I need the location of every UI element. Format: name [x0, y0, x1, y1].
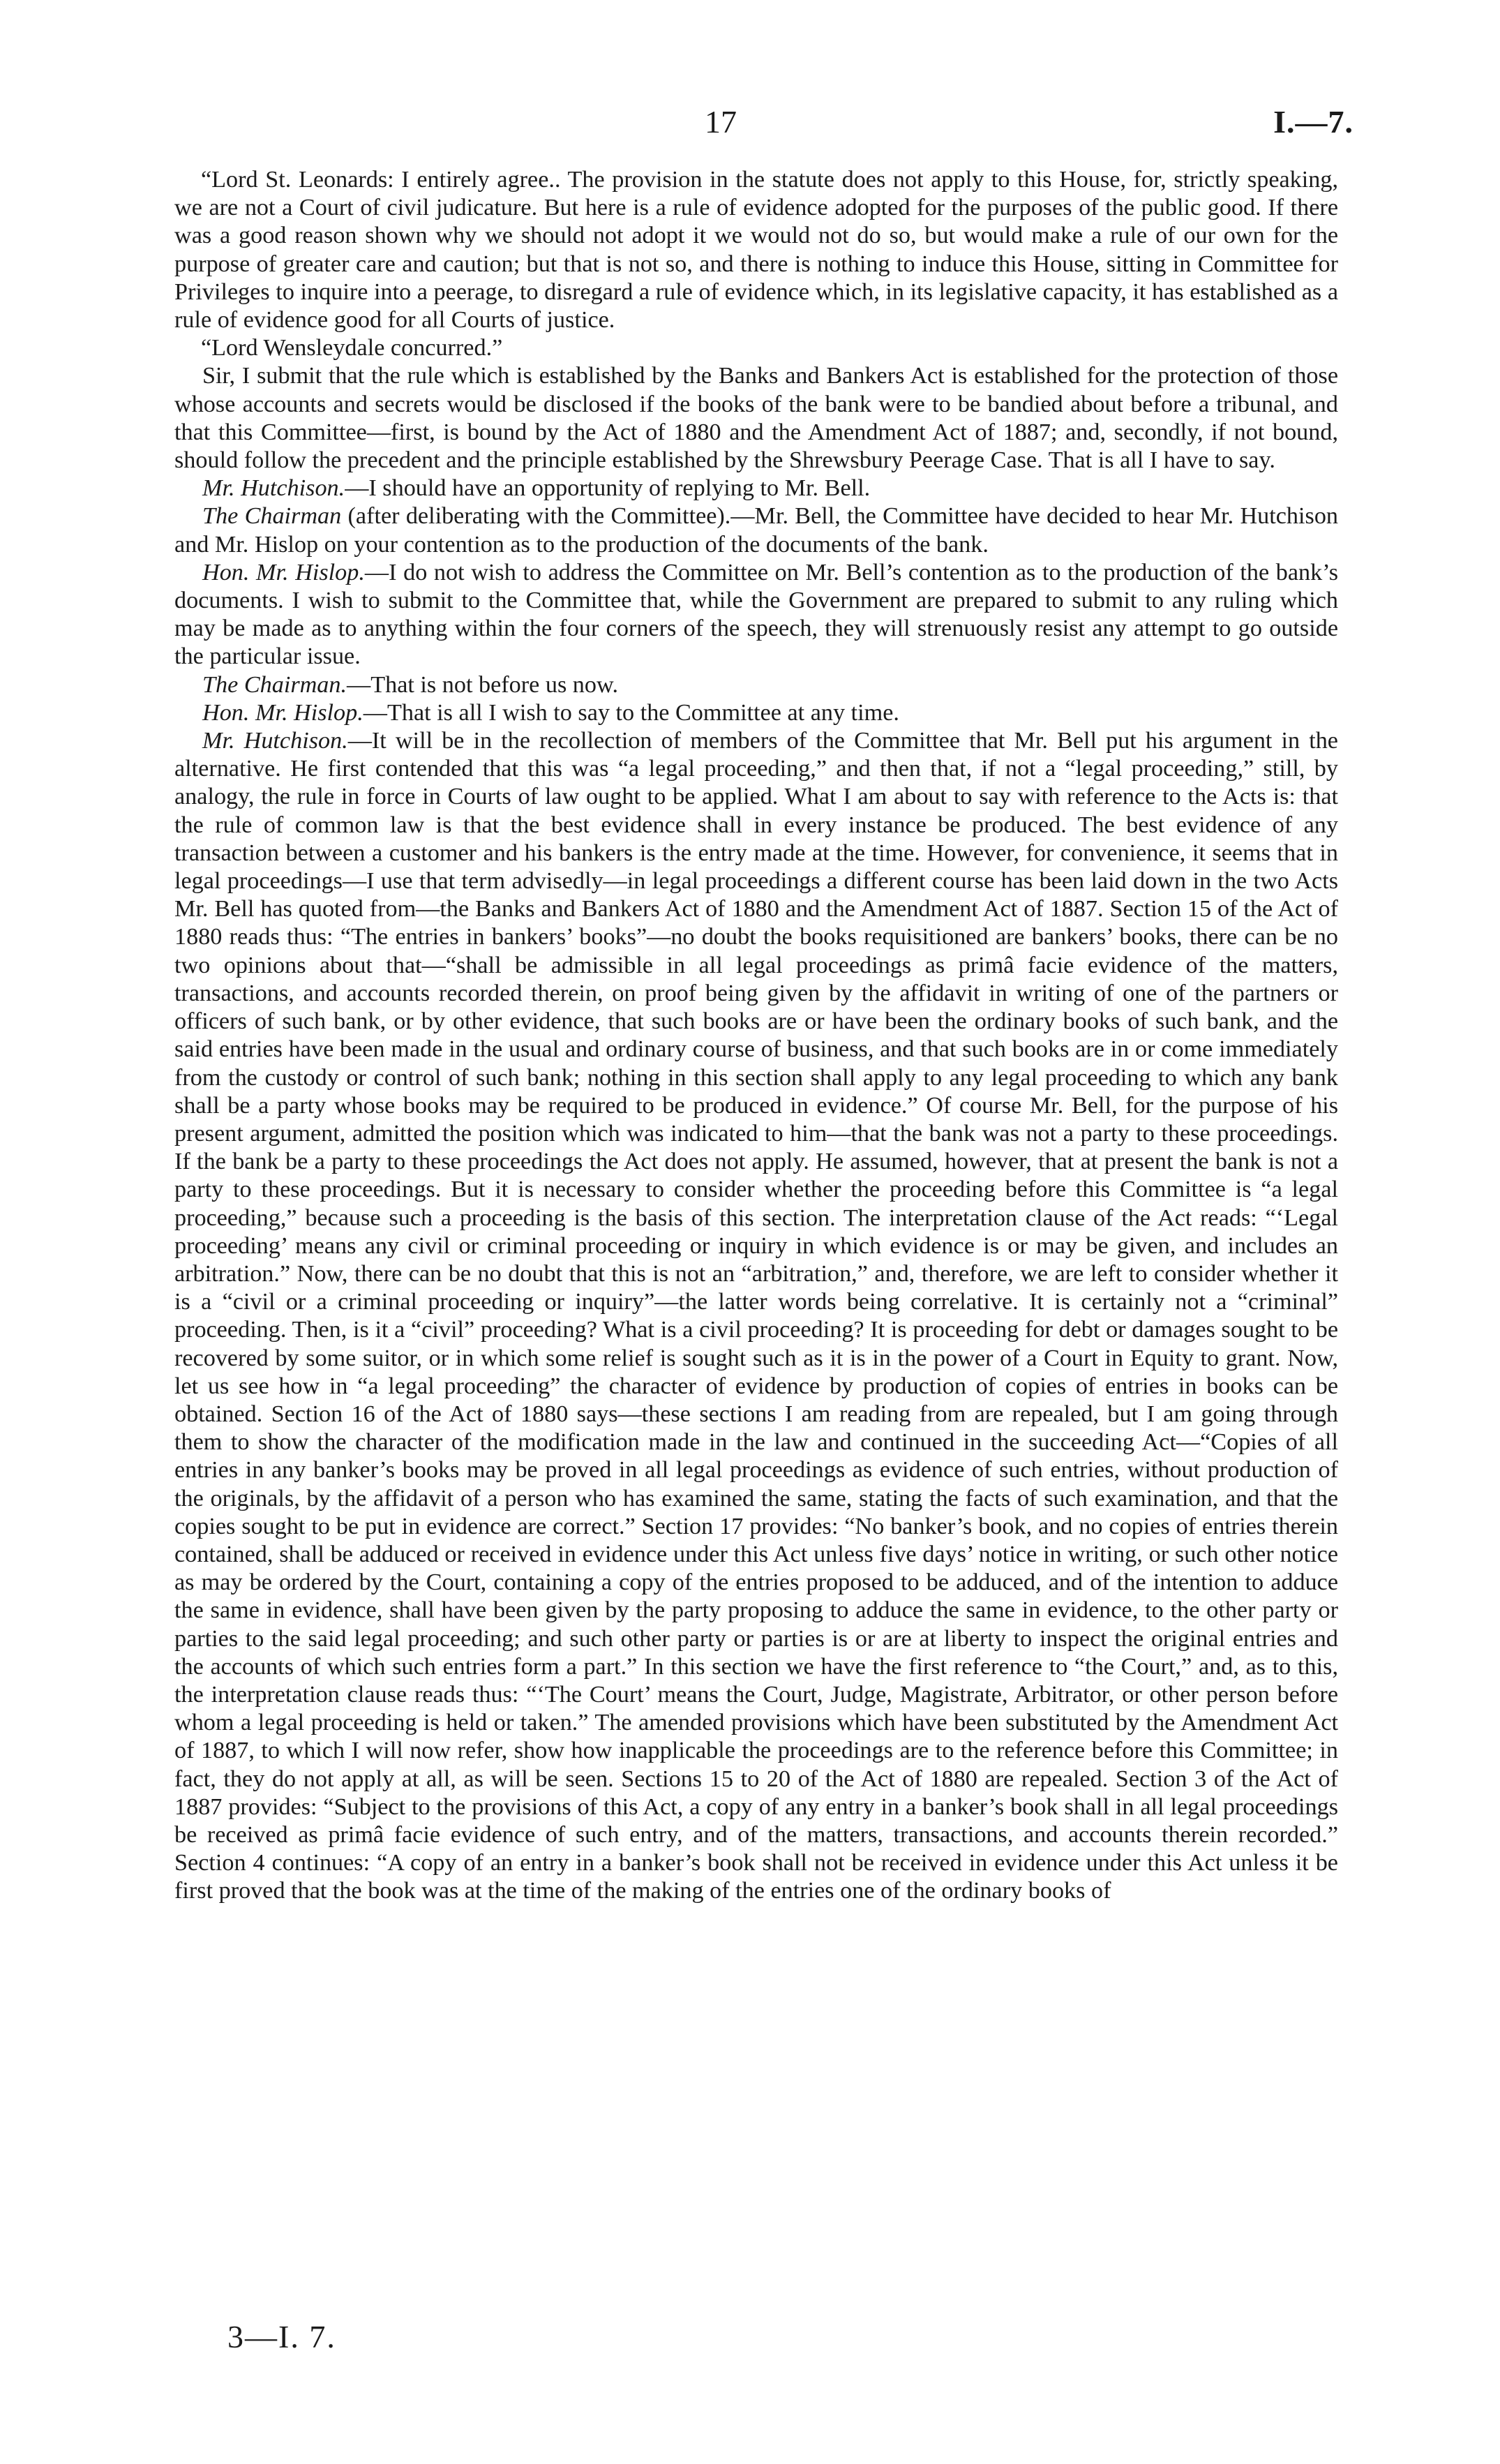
- paragraph: Mr. Hutchison.—I should have an opportunity of replying to Mr. Bell.: [202, 475, 871, 502]
- speaker-name: Mr. Hutchison.: [202, 475, 345, 502]
- speaker-name: The Chairman.: [202, 671, 347, 698]
- paragraph: Hon. Mr. Hislop.—I do not wish to address the Committee on Mr. Bell’s contention as to the production of the bank’s documents. I wish to submit to the Committee that, while the Government are prepared to submit to any ruling which may be made as to anything within the four corners of the speech, they will strenuously resist any attempt to go outside the particular issue.: [174, 559, 1338, 670]
- body-text: [174, 166, 1338, 1906]
- paragraph: “Lord Wensleydale concurred.”: [201, 335, 503, 361]
- speaker-name: Hon. Mr. Hislop.: [202, 559, 365, 585]
- paragraph: Sir, I submit that the rule which is established by the Banks and Bankers Act is established for the protection of those whose accounts and secrets would be disclosed if the books of the bank were to be bandied about before a tribunal, and that this Committee—first, is bound by the Act of 1880 and the Amendment Act of 1887; and, secondly, if not bound, should follow the precedent and the principle established by the Shrewsbury Peerage Case. That is all I have to say.: [174, 363, 1338, 474]
- speaker-name: Mr. Hutchison.: [202, 728, 348, 754]
- page-signature: 3—I. 7.: [227, 2319, 336, 2354]
- paragraph: The Chairman.—That is not before us now.: [202, 671, 619, 698]
- page-number: 17: [705, 104, 737, 140]
- paragraph: “Lord St. Leonards: I entirely agree.. The provision in the statute does not apply to this House, for, strictly speaking, we are not a Court of civil judicature. But here is a rule of evidence adopted for the purposes of the public good. If there was a good reason shown why we should not adopt it we would not do so, but would make a rule of our own for the purpose of greater care and caution; but that is not so, and there is nothing to induce this House, sitting in Committee for Privileges to inquire into a peerage, to disregard a rule of evidence which, in its legislative capacity, it has established as a rule of evidence good for all Courts of justice.: [174, 167, 1338, 334]
- paragraph: Hon. Mr. Hislop.—That is all I wish to say to the Committee at any time.: [202, 699, 899, 726]
- document-reference: I.—7.: [1273, 104, 1353, 140]
- paragraph: The Chairman (after deliberating with the Committee).—Mr. Bell, the Committee have decided to hear Mr. Hutchison and Mr. Hislop on your contention as to the production of the documents of the bank.: [174, 503, 1339, 558]
- speaker-name: Hon. Mr. Hislop.: [202, 699, 363, 726]
- paragraph: Mr. Hutchison.—It will be in the recollection of members of the Committee that Mr. Bell put his argument in the alternative. He first contended that this was “a legal proceeding,” and then that, if not a “legal proceeding,” still, by analogy, the rule in force in Courts of law ought to be applied. What I am about to say with reference to the Acts is: that the rule of common law is that the best evidence shall in every instance be produced. The best evidence of any transaction between a customer and his bankers is the entry made at the time. However, for convenience, it seems that in legal proceedings—I use that term advisedly—in legal proceedings a different course has been laid down in the two Acts Mr. Bell has quoted from—the Banks and Bankers Act of 1880 and the Amendment Act of 1887. Section 15 of the Act of 1880 reads thus: “The entries in bankers’ books”—no doubt the books requisitioned are bankers’ books, there can be no two opinions about that—“shall be admissible in all legal proceedings as primâ facie evidence of the matters, transactions, and accounts recorded therein, on proof being given by the affidavit in writing of one of the partners or officers of such bank, or by other evidence, that such books are or have been the ordinary books of such bank, and the said entries have been made in the usual and ordinary course of business, and that such books are in or come immediately from the custody or control of such bank; nothing in this section shall apply to any legal proceeding to which any bank shall be a party whose books may be required to be produced in evidence.” Of course Mr. Bell, for the purpose of his present argument, admitted the position which was indicated to him—that the bank was not a party to these proceedings. If the bank be a party to these proceedings the Act does not apply. He assumed, however, that at present the bank is not a party to these proceedings. But it is necessary to consider whether the proceeding before this Committee is “a legal proceeding,” because such a proceeding is the basis of this section. The interpretation clause of the Act reads: “‘Legal proceeding’ means any civil or criminal proceeding or inquiry in which evidence is or may be given, and includes an arbitration.” Now, there can be no doubt that this is not an “arbitration,” and, therefore, we are left to consider whether it is a “civil or a criminal proceeding or inquiry”—the latter words being correlative. It is certainly not a “criminal” proceeding. Then, is it a “civil” proceeding? What is a civil proceeding? It is proceeding for debt or damages sought to be recovered by some suitor, or in which some relief is sought such as it is in the power of a Court in Equity to grant. Now, let us see how in “a legal proceeding” the character of evidence by production of copies of entries in books can be obtained. Section 16 of the Act of 1880 says—these sections I am reading from are repealed, but I am going through them to show the character of the modification made in the law and continued in the succeeding Act—“Copies of all entries in any banker’s books may be proved in all legal proceedings as evidence of such entries, without production of the originals, by the affidavit of a person who has examined the same, stating the facts of such examination, and that the copies sought to be put in evidence are correct.” Section 17 provides: “No banker’s book, and no copies of entries therein contained, shall be adduced or received in evidence under this Act unless five days’ notice in writing, or such other notice as may be ordered by the Court, containing a copy of the entries proposed to be adduced, and of the intention to adduce the same in evidence, shall have been given by the party proposing to adduce the same in evidence, to the other party or parties to the said legal proceeding; and such other party or parties is or are at liberty to inspect the original entries and the accounts of which such entries form a part.” In this section we have the first reference to “the Court,” and, as to this, the interpretation clause reads thus: “‘The Court’ means the Court, Judge, Magistrate, Arbitrator, or other person before whom a legal proceeding is held or taken.” The amended provisions which have been substituted by the Amendment Act of 1887, to which I will now refer, show how inapplicable the proceedings are to the reference before this Committee; in fact, they do not apply at all, as will be seen. Sections 15 to 20 of the Act of 1880 are repealed. Section 3 of the Act of 1887 provides: “Subject to the provisions of this Act, a copy of any entry in a banker’s book shall in all legal proceedings be received as primâ facie evidence of such entry, and of the matters, transactions, and accounts therein recorded.” Section 4 continues: “A copy of an entry in a banker’s book shall not be received in evidence under this Act unless it be first proved that the book was at the time of the making of the entries one of the ordinary books of: [174, 728, 1338, 1904]
- speaker-name: The Chairman: [202, 503, 342, 530]
